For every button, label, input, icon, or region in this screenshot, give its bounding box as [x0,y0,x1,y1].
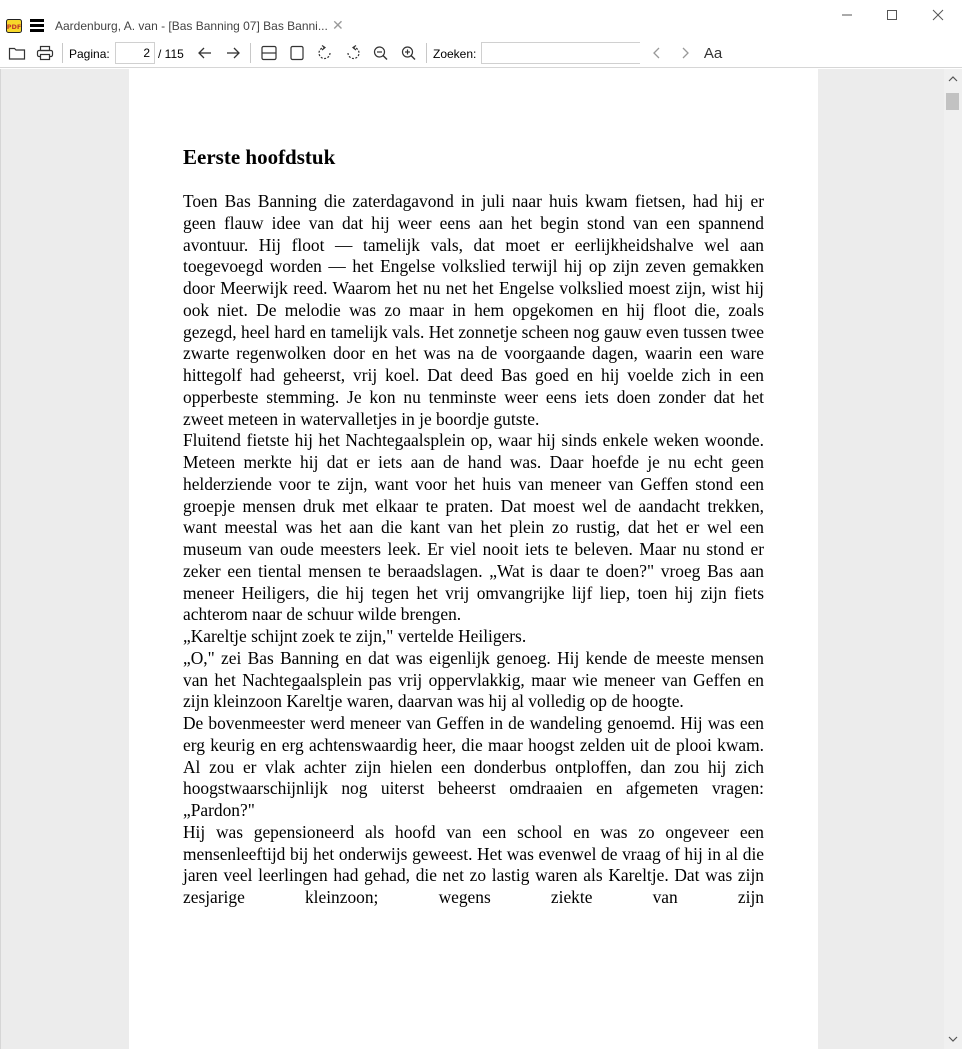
rotate-left-icon[interactable] [314,42,336,64]
search-label: Zoeken: [433,47,477,61]
toolbar-separator [426,43,427,63]
close-tab-button[interactable]: ✕ [332,17,344,33]
previous-page-arrow-icon[interactable] [194,42,216,64]
toolbar-separator [62,43,63,63]
paragraph: Toen Bas Banning die zaterdagavond in juli naar huis kwam fietsen, had hij er geen flauw idee van dat hij weer eens aan het begin stond van een spannend avontuur. Hij floot — tamelijk vals, dat moet er eerlijkheidshalve wel aan toegevoegd worden — het Engelse volkslied terwijl hij op zijn zeven gemakken door Meerwijk reed. Waarom het nu net het Engelse volkslied moest zijn, wist hij ook niet. De melodie was zo maar in hem opgekomen en hij floot die, zoals gezegd, heel hard en tamelijk vals. Het zonnetje scheen nog gauw even tussen twee zwarte regenwolken door en het was na de voorgaande dagen, waarin een ware hittegolf had geheerst, vrij koel. Dat deed Bas goed en hij voelde zich in een opperbeste stemming. Je kon nu tenminste weer eens iets doen zonder dat het zweet meteen in watervalletjes in je boordje gutste. [183,191,764,429]
pdf-app-icon [6,19,22,33]
toolbar-separator [250,43,251,63]
next-page-arrow-icon[interactable] [222,42,244,64]
page-number-input[interactable]: 2 [115,42,155,64]
open-folder-icon[interactable] [6,42,28,64]
page-content [183,145,764,909]
print-icon[interactable] [34,42,56,64]
zoom-in-icon[interactable] [398,42,420,64]
page-total: / 115 [158,47,184,61]
rotate-right-icon[interactable] [342,42,364,64]
scroll-down-arrow-icon[interactable] [944,1031,962,1047]
zoom-out-icon[interactable] [370,42,392,64]
close-window-button[interactable] [923,5,953,25]
fit-width-icon[interactable] [258,42,280,64]
paragraph: Fluitend fietste hij het Nachtegaalsplein op, waar hij sinds enkele weken woonde. Meteen merkte hij dat er iets aan de hand was. Daar hoefde je nu echt geen helderziende voor te zijn, want voor het huis van meneer van Geffen stond een groepje mensen druk met elkaar te praten. Dat moest wel de aandacht trekken, want meestal was het aan die kant van het plein zo rustig, dat het er wel een museum van oude meesters leek. Er viel nooit iets te beleven. Maar nu stond er zeker een tiental mensen te beraadslagen. „Wat is daar te doen?" vroeg Bas aan meneer Heiligers, die hij tegen het vrij omvangrijke lijf liep, toen hij zijn fiets achterom naar de schuur wilde brengen. [183,430,764,625]
page-label: Pagina: [69,47,110,61]
document-viewer[interactable] [0,69,944,1049]
scroll-up-arrow-icon[interactable] [944,71,962,87]
fit-page-icon[interactable] [286,42,308,64]
svg-text:PDF: PDF [6,23,22,31]
paragraph: „O," zei Bas Banning en dat was eigenlijk genoeg. Hij kende de meeste mensen van het Nachtegaalsplein pas vrij oppervlakkig, maar wie meneer van Geffen en zijn kleinzoon Kareltje waren, daarvan was hij al volledig op de hoogte. [183,647,764,712]
toolbar [0,38,962,68]
maximize-button[interactable] [877,5,907,25]
find-previous-icon[interactable] [646,42,668,64]
find-next-icon[interactable] [674,42,696,64]
paragraph: Hij was gepensioneerd als hoofd van een school en was zo ongeveer een mensenleeftijd bij het onderwijs geweest. Het was evenwel de vraag of hij in al die jaren veel leerlingen had gehad, die net zo lastig waren als Kareltje. Dat was zijn zesjarige kleinzoon; wegens ziekte van zijn [183,821,764,907]
document-page [129,69,818,1049]
paragraph: „Kareltje schijnt zoek te zijn," vertelde Heiligers. [183,626,527,646]
match-case-icon[interactable]: Aa [703,44,723,62]
minimize-button[interactable] [832,5,862,25]
paragraph: De bovenmeester werd meneer van Geffen in de wandeling genoemd. Hij was een erg keurig en erg achtenswaardig heer, die maar hoogst zelden uit de plooi kwam. Al zou er vlak achter zijn hielen een donderbus ontploffen, dan zou hij zich hoogstwaarschijnlijk nog uiterst beheerst omdraaien en afgemeten vragen: „Pardon?" [183,713,764,820]
document-tab-title[interactable]: Aardenburg, A. van - [Bas Banning 07] Bas Banni... [55,19,328,33]
vertical-scrollbar[interactable] [944,69,962,1049]
scrollbar-thumb[interactable] [946,93,959,110]
search-input[interactable] [481,42,640,64]
chapter-title: Eerste hoofdstuk [183,145,336,169]
menu-icon[interactable] [30,19,44,32]
title-bar [0,0,962,38]
